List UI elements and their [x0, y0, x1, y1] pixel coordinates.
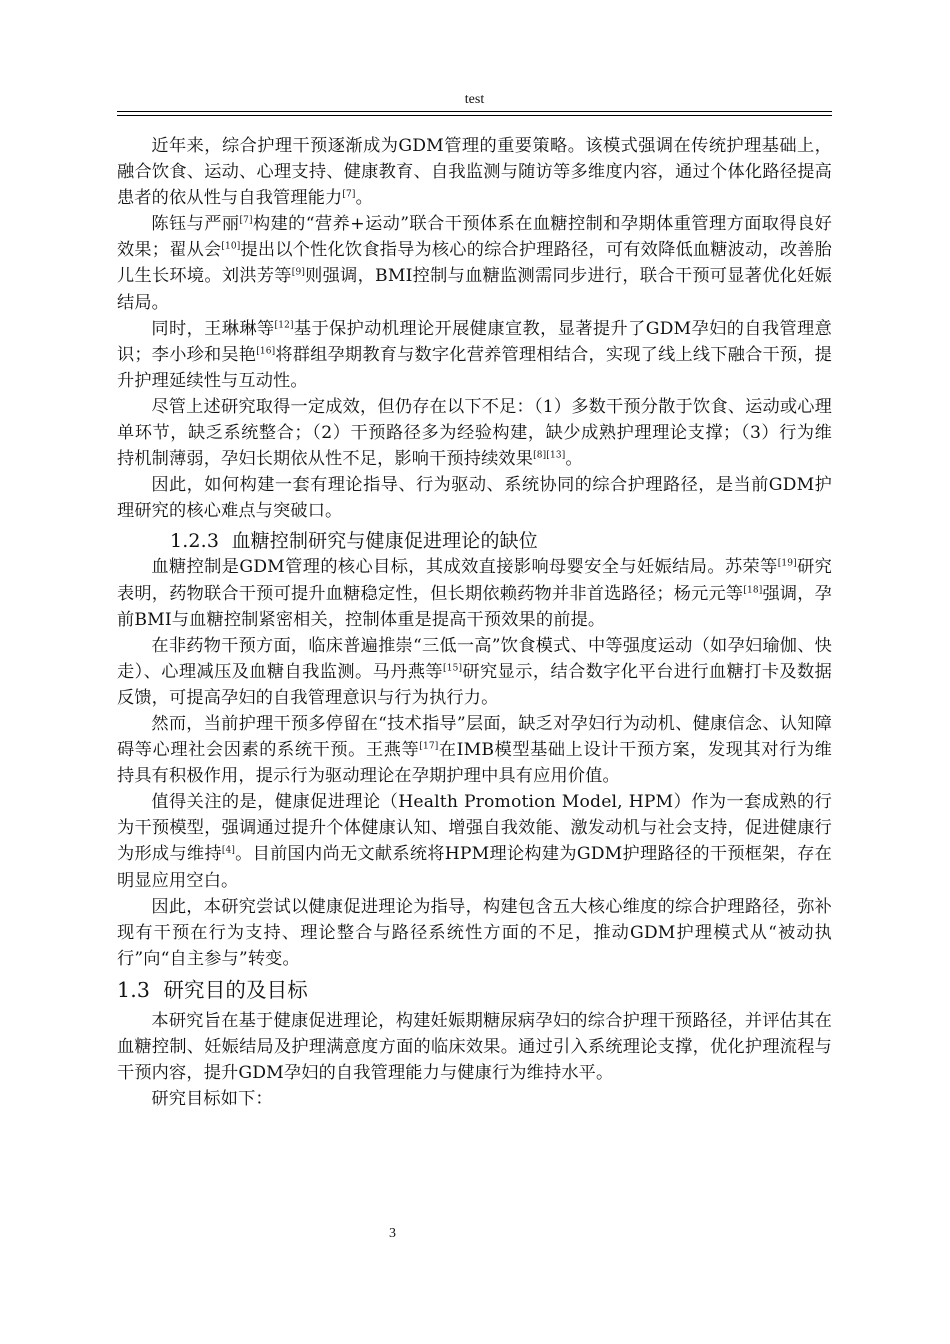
- paragraph-text: 陈钰与严丽: [151, 214, 240, 235]
- paragraph-text: 同时，王琳琳等: [151, 318, 275, 339]
- header-rule-thin: [117, 115, 832, 116]
- page-number: 3: [389, 1226, 396, 1241]
- citation-marker: [4]: [221, 845, 236, 856]
- paragraph: [117, 472, 832, 524]
- paragraph-text: 然而，当前护理干预多停留在“技术指导”层面，缺乏对孕妇行为动机、健康信念、认知障碍等心理社会因素的系统干预。王燕等: [117, 713, 832, 761]
- paragraph: [117, 789, 832, 893]
- citation-marker: [15]: [443, 663, 463, 674]
- paragraph-text: 则强调，BMI控制与血糖监测需同步进行，联合干预可显著优化妊娠结局。: [117, 266, 832, 313]
- paragraph: [117, 894, 832, 972]
- paragraph-text: 因此，如何构建一套有理论指导、行为驱动、系统协同的综合护理路径，是当前GDM护理研究的核心难点与突破口。: [117, 475, 832, 522]
- paragraph: [117, 316, 832, 394]
- paragraph-group-3: [117, 1008, 832, 1112]
- paragraph: [117, 633, 832, 711]
- citation-marker: [8][13]: [533, 450, 566, 461]
- paragraph: [117, 394, 832, 472]
- citation-marker: [7]: [342, 189, 356, 200]
- paragraph-text: 强调，孕前BMI与血糖控制紧密相关，控制体重是提高干预效果的前提。: [117, 583, 832, 630]
- paragraph-text: 因此，本研究尝试以健康促进理论为指导，构建包含五大核心维度的综合护理路径，弥补现有干预在行为支持、理论整合与路径系统性方面的不足，推动GDM护理模式从“被动执行”向“自主参与”转变。: [117, 896, 832, 969]
- paragraph-text: 将群组孕期教育与数字化营养管理相结合，实现了线上线下融合干预，提升护理延续性与互动性。: [117, 344, 832, 391]
- citation-marker: [10]: [221, 241, 241, 252]
- paragraph-text: 值得关注的是，健康促进理论（Health Promotion Model, HPM）作为一套成熟的行为干预模型，强调通过提升个体健康认知、增强自我效能、激发动机与社会支持，促进健康行为形成与维持: [117, 792, 832, 865]
- document-body: [117, 133, 832, 1112]
- paragraph: [117, 211, 832, 315]
- citation-marker: [17]: [419, 741, 439, 752]
- paragraph-group-1: [117, 133, 832, 524]
- paragraph-text: 研究表明，药物联合干预可提升血糖稳定性，但长期依赖药物并非首选路径；杨元元等: [117, 557, 832, 604]
- paragraph: [117, 1086, 832, 1112]
- paragraph-text: 。: [565, 449, 583, 470]
- paragraph-text: 。目前国内尚无文献系统将HPM理论构建为GDM护理路径的干预框架，存在明显应用空白。: [117, 844, 832, 891]
- paragraph-group-2: [117, 554, 832, 972]
- section-heading-1-2-3: [117, 528, 832, 554]
- citation-marker: [16]: [256, 346, 276, 357]
- paragraph-text: 本研究旨在基于健康促进理论，构建妊娠期糖尿病孕妇的综合护理干预路径，并评估其在血糖控制、妊娠结局及护理满意度方面的临床效果。通过引入系统理论支撑，优化护理流程与干预内容，提升GDM孕妇的自我管理能力与健康行为维持水平。: [117, 1010, 832, 1084]
- section-title: 血糖控制研究与健康促进理论的缺位: [231, 530, 538, 553]
- paragraph: [117, 1008, 832, 1086]
- page-header: test: [464, 92, 485, 107]
- citation-marker: [7]: [239, 215, 253, 226]
- paragraph-text: 构建的“营养+运动”联合干预体系在血糖控制和孕期体重管理方面取得良好效果；翟从会: [117, 214, 832, 261]
- paragraph-text: 在IMB模型基础上设计干预方案，发现其对行为维持具有积极作用，提示行为驱动理论在孕期护理中具有应用价值。: [117, 740, 832, 787]
- header-rule-thick: [117, 111, 832, 112]
- section-number: 1.3: [117, 977, 151, 1002]
- section-title: 研究目的及目标: [163, 977, 308, 1002]
- paragraph-text: 基于保护动机理论开展健康宣教，显著提升了GDM孕妇的自我管理意识；李小珍和吴艳: [117, 318, 832, 365]
- citation-marker: [19]: [777, 558, 797, 569]
- paragraph-text: 尽管上述研究取得一定成效，但仍存在以下不足：（1）多数干预分散于饮食、运动或心理单环节，缺乏系统整合；（2）干预路径多为经验构建，缺少成熟护理理论支撑；（3）行为维持机制薄弱，孕妇长期依从性不足，影响干预持续效果: [117, 396, 832, 470]
- citation-marker: [9]: [291, 267, 305, 278]
- paragraph-text: 在非药物干预方面，临床普遍推崇“三低一高”饮食模式、中等强度运动（如孕妇瑜伽、快走）、心理减压及血糖自我监测。马丹燕等: [117, 635, 832, 682]
- paragraph: [117, 554, 832, 632]
- paragraph-text: 血糖控制是GDM管理的核心目标，其成效直接影响母婴安全与妊娠结局。苏荣等: [151, 557, 778, 578]
- paragraph-text: 提出以个性化饮食指导为核心的综合护理路径，可有效降低血糖波动，改善胎儿生长环境。刘洪芳等: [117, 240, 832, 287]
- section-number: 1.2.3: [170, 530, 220, 553]
- paragraph-text: 。: [355, 188, 373, 209]
- citation-marker: [18]: [743, 584, 763, 595]
- paragraph: [117, 711, 832, 789]
- paragraph: [117, 133, 832, 211]
- citation-marker: [12]: [274, 319, 294, 330]
- paragraph-text: 近年来，综合护理干预逐渐成为GDM管理的重要策略。该模式强调在传统护理基础上，融合饮食、运动、心理支持、健康教育、自我监测与随访等多维度内容，通过个体化路径提高患者的依从性与自我管理能力: [117, 136, 832, 209]
- paragraph-text: 研究显示，结合数字化平台进行血糖打卡及数据反馈，可提高孕妇的自我管理意识与行为执行力。: [117, 661, 832, 708]
- paragraph-text: 研究目标如下：: [151, 1089, 273, 1110]
- section-heading-1-3: [117, 976, 832, 1004]
